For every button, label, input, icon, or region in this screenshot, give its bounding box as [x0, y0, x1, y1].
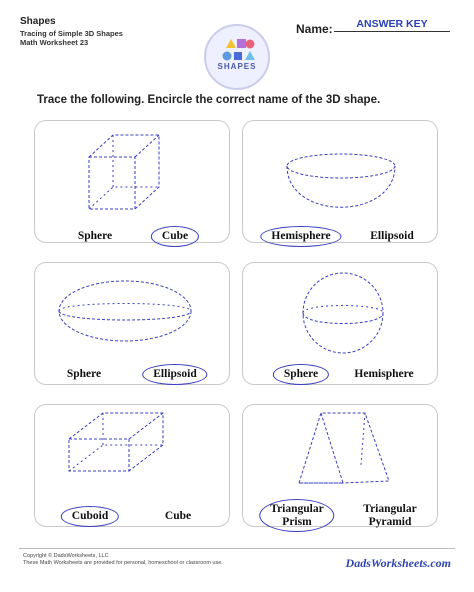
option-label[interactable]: Sphere — [66, 368, 102, 380]
brand-logo[interactable]: DadsWorksheets.com — [345, 556, 451, 570]
usage-note: These Math Worksheets are provided for personal, homeschool or classroom use. — [23, 560, 223, 567]
card-cube — [34, 120, 230, 243]
cuboid-shape — [35, 405, 231, 528]
answer-key: ANSWER KEY — [334, 18, 450, 32]
hemisphere-shape — [243, 121, 439, 244]
option-label[interactable]: Cube — [164, 510, 192, 522]
worksheet-title: Shapes — [20, 16, 56, 27]
card-triangular-prism — [242, 404, 438, 527]
option-label[interactable]: Ellipsoid — [370, 230, 414, 242]
instructions: Trace the following. Encircle the correct name of the 3D shape. — [37, 94, 381, 106]
option-label[interactable]: Hemisphere — [354, 368, 414, 380]
card-hemisphere — [242, 120, 438, 243]
shapes-logo-icon — [206, 26, 268, 88]
shapes-logo — [204, 24, 270, 90]
option-circled[interactable]: Ellipsoid — [142, 364, 207, 385]
worksheet-subtitle: Tracing of Simple 3D Shapes — [20, 28, 123, 38]
cube-shape — [35, 121, 231, 244]
footer — [19, 548, 455, 573]
option-circled[interactable]: Cube — [151, 226, 199, 247]
logo-text: SHAPES — [217, 62, 257, 71]
copyright: Copyright © DadsWorksheets, LLC — [23, 553, 109, 559]
card-sphere — [242, 262, 438, 385]
option-circled[interactable]: Cuboid — [61, 506, 119, 527]
option-circled[interactable]: Triangular Prism — [259, 499, 334, 532]
name-label: Name: — [296, 22, 333, 36]
worksheet-number: Math Worksheet 23 — [20, 37, 89, 47]
option-circled[interactable]: Hemisphere — [260, 226, 341, 247]
option-circled[interactable]: Sphere — [273, 364, 329, 385]
card-ellipsoid — [34, 262, 230, 385]
header-info — [20, 16, 123, 47]
option-label[interactable]: Sphere — [77, 230, 113, 242]
option-label[interactable]: Triangular Pyramid — [363, 503, 417, 528]
footer-text — [23, 553, 223, 568]
card-cuboid — [34, 404, 230, 527]
